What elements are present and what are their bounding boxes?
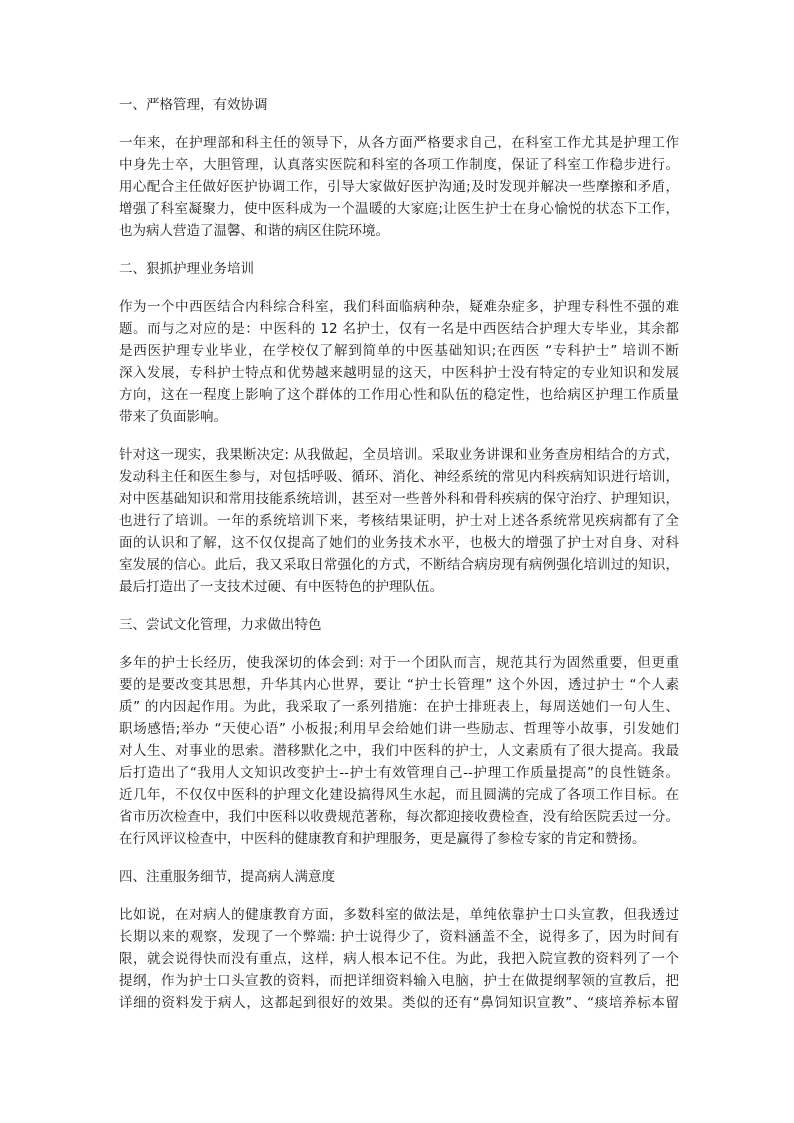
- paragraph: [119, 132, 679, 242]
- text-line: 比如说，在对病人的健康教育方面，多数科室的做法是，单纯依靠护士口头宣教，但我透过: [119, 907, 679, 923]
- text-line: 一年来，在护理部和科主任的领导下，从各方面严格要求自己，在科室工作尤其是护理工作: [119, 135, 679, 151]
- text-line: 对中医基础知识和常用技能系统培训，甚至对一些普外科和骨科疾病的保守治疗、护理知识，: [119, 491, 679, 507]
- document-page: [119, 94, 679, 1030]
- text-line: 也进行了培训。一年的系统培训下来，考核结果证明，护士对上述各系统常见疾病都有了全: [119, 513, 679, 529]
- paragraph: [119, 444, 679, 598]
- text-line: 用心配合主任做好医护协调工作，引导大家做好医护沟通;及时发现并解决一些摩擦和矛盾，: [119, 179, 679, 195]
- section-heading: 三、尝试文化管理，力求做出特色: [119, 617, 322, 633]
- paragraph: [119, 652, 679, 850]
- text-line: 室发展的信心。此后，我又采取日常强化的方式，不断结合病房现有病例强化培训过的知识，: [119, 557, 679, 573]
- text-line: 是西医护理专业毕业，在学校仅了解到简单的中医基础知识;在西医 “专科护士” 培训不断: [119, 343, 679, 359]
- text-line: 作为一个中西医结合内科综合科室，我们科面临病种杂，疑难杂症多，护理专科性不强的难: [119, 299, 679, 315]
- paragraph: [119, 904, 679, 1014]
- text-line: 方向，这在一程度上影响了这个群体的工作用心性和队伍的稳定性，也给病区护理工作质量: [119, 387, 679, 403]
- text-line: 提纲，作为护士口头宣教的资料，而把详细资料输入电脑，护士在做提纲挈领的宣教后，把: [119, 973, 679, 989]
- text-line: 多年的护士长经历，使我深切的体会到: 对于一个团队而言，规范其行为固然重要，但更重: [119, 655, 679, 671]
- text-line: 详细的资料发于病人，这都起到很好的效果。类似的还有“鼻饲知识宣教”、“痰培养标本留: [119, 995, 679, 1011]
- text-line: 限，就会说得快而没有重点，这样，病人根本记不住。为此，我把入院宣教的资料列了一个: [119, 951, 679, 967]
- text-line: 在行风评议检查中，中医科的健康教育和护理服务，更是赢得了参检专家的肯定和赞扬。: [119, 831, 646, 847]
- text-line: 长期以来的观察，发现了一个弊端: 护士说得少了，资料涵盖不全，说得多了，因为时间有: [119, 929, 679, 945]
- text-line: 近几年，不仅仅中医科的护理文化建设搞得风生水起，而且圆满的完成了各项工作目标。在: [119, 787, 679, 803]
- paragraph: [119, 296, 679, 428]
- section-heading: 二、狠抓护理业务培训: [119, 261, 254, 277]
- text-line: 质” 的内因起作用。为此，我采取了一系列措施：在护士排班表上，每周送她们一句人生、: [119, 699, 679, 715]
- text-line: 深入发展，专科护士特点和优势越来越明显的这天，中医科护士没有特定的专业知识和发展: [119, 365, 679, 381]
- text-line: 后打造出了“我用人文知识改变护士--护士有效管理自己--护理工作质量提高”的良性链条。: [119, 765, 679, 781]
- text-line: 最后打造出了一支技术过硬、有中医特色的护理队伍。: [119, 579, 443, 595]
- text-line: 面的认识和了解，这不仅仅提高了她们的业务技术水平，也极大的增强了护士对自身、对科: [119, 535, 679, 551]
- text-line: 对人生、对事业的思索。潜移默化之中，我们中医科的护士，人文素质有了很大提高。我最: [119, 743, 679, 759]
- text-line: 增强了科室凝聚力，使中医科成为一个温暖的大家庭;让医生护士在身心愉悦的状态下工作，: [119, 201, 679, 217]
- text-line: 职场感悟;举办 “天使心语” 小板报;利用早会给她们讲一些励志、哲理等小故事，引发她们: [119, 721, 679, 737]
- text-line: 省市历次检查中，我们中医科以收费规范著称，每次都迎接收费检查，没有给医院丢过一分。: [119, 809, 679, 825]
- text-line: 也为病人营造了温馨、和谐的病区住院环境。: [119, 223, 389, 239]
- section-heading: 四、注重服务细节，提高病人满意度: [119, 869, 335, 885]
- text-line: 题。而与之对应的是：中医科的 12 名护士，仅有一名是中西医结合护理大专毕业，其余都: [119, 321, 679, 337]
- text-line: 针对这一现实，我果断决定: 从我做起，全员培训。采取业务讲课和业务查房相结合的方式，: [119, 447, 679, 463]
- text-line: 发动科主任和医生参与，对包括呼吸、循环、消化、神经系统的常见内科疾病知识进行培训，: [119, 469, 679, 485]
- text-line: 带来了负面影响。: [119, 409, 227, 425]
- text-line: 中身先士卒，大胆管理，认真落实医院和科室的各项工作制度，保证了科室工作稳步进行。: [119, 157, 679, 173]
- text-line: 要的是要改变其思想，升华其内心世界，要让 “护士长管理” 这个外因，透过护士 “个人素: [119, 677, 679, 693]
- section-heading: 一、严格管理，有效协调: [119, 97, 268, 113]
